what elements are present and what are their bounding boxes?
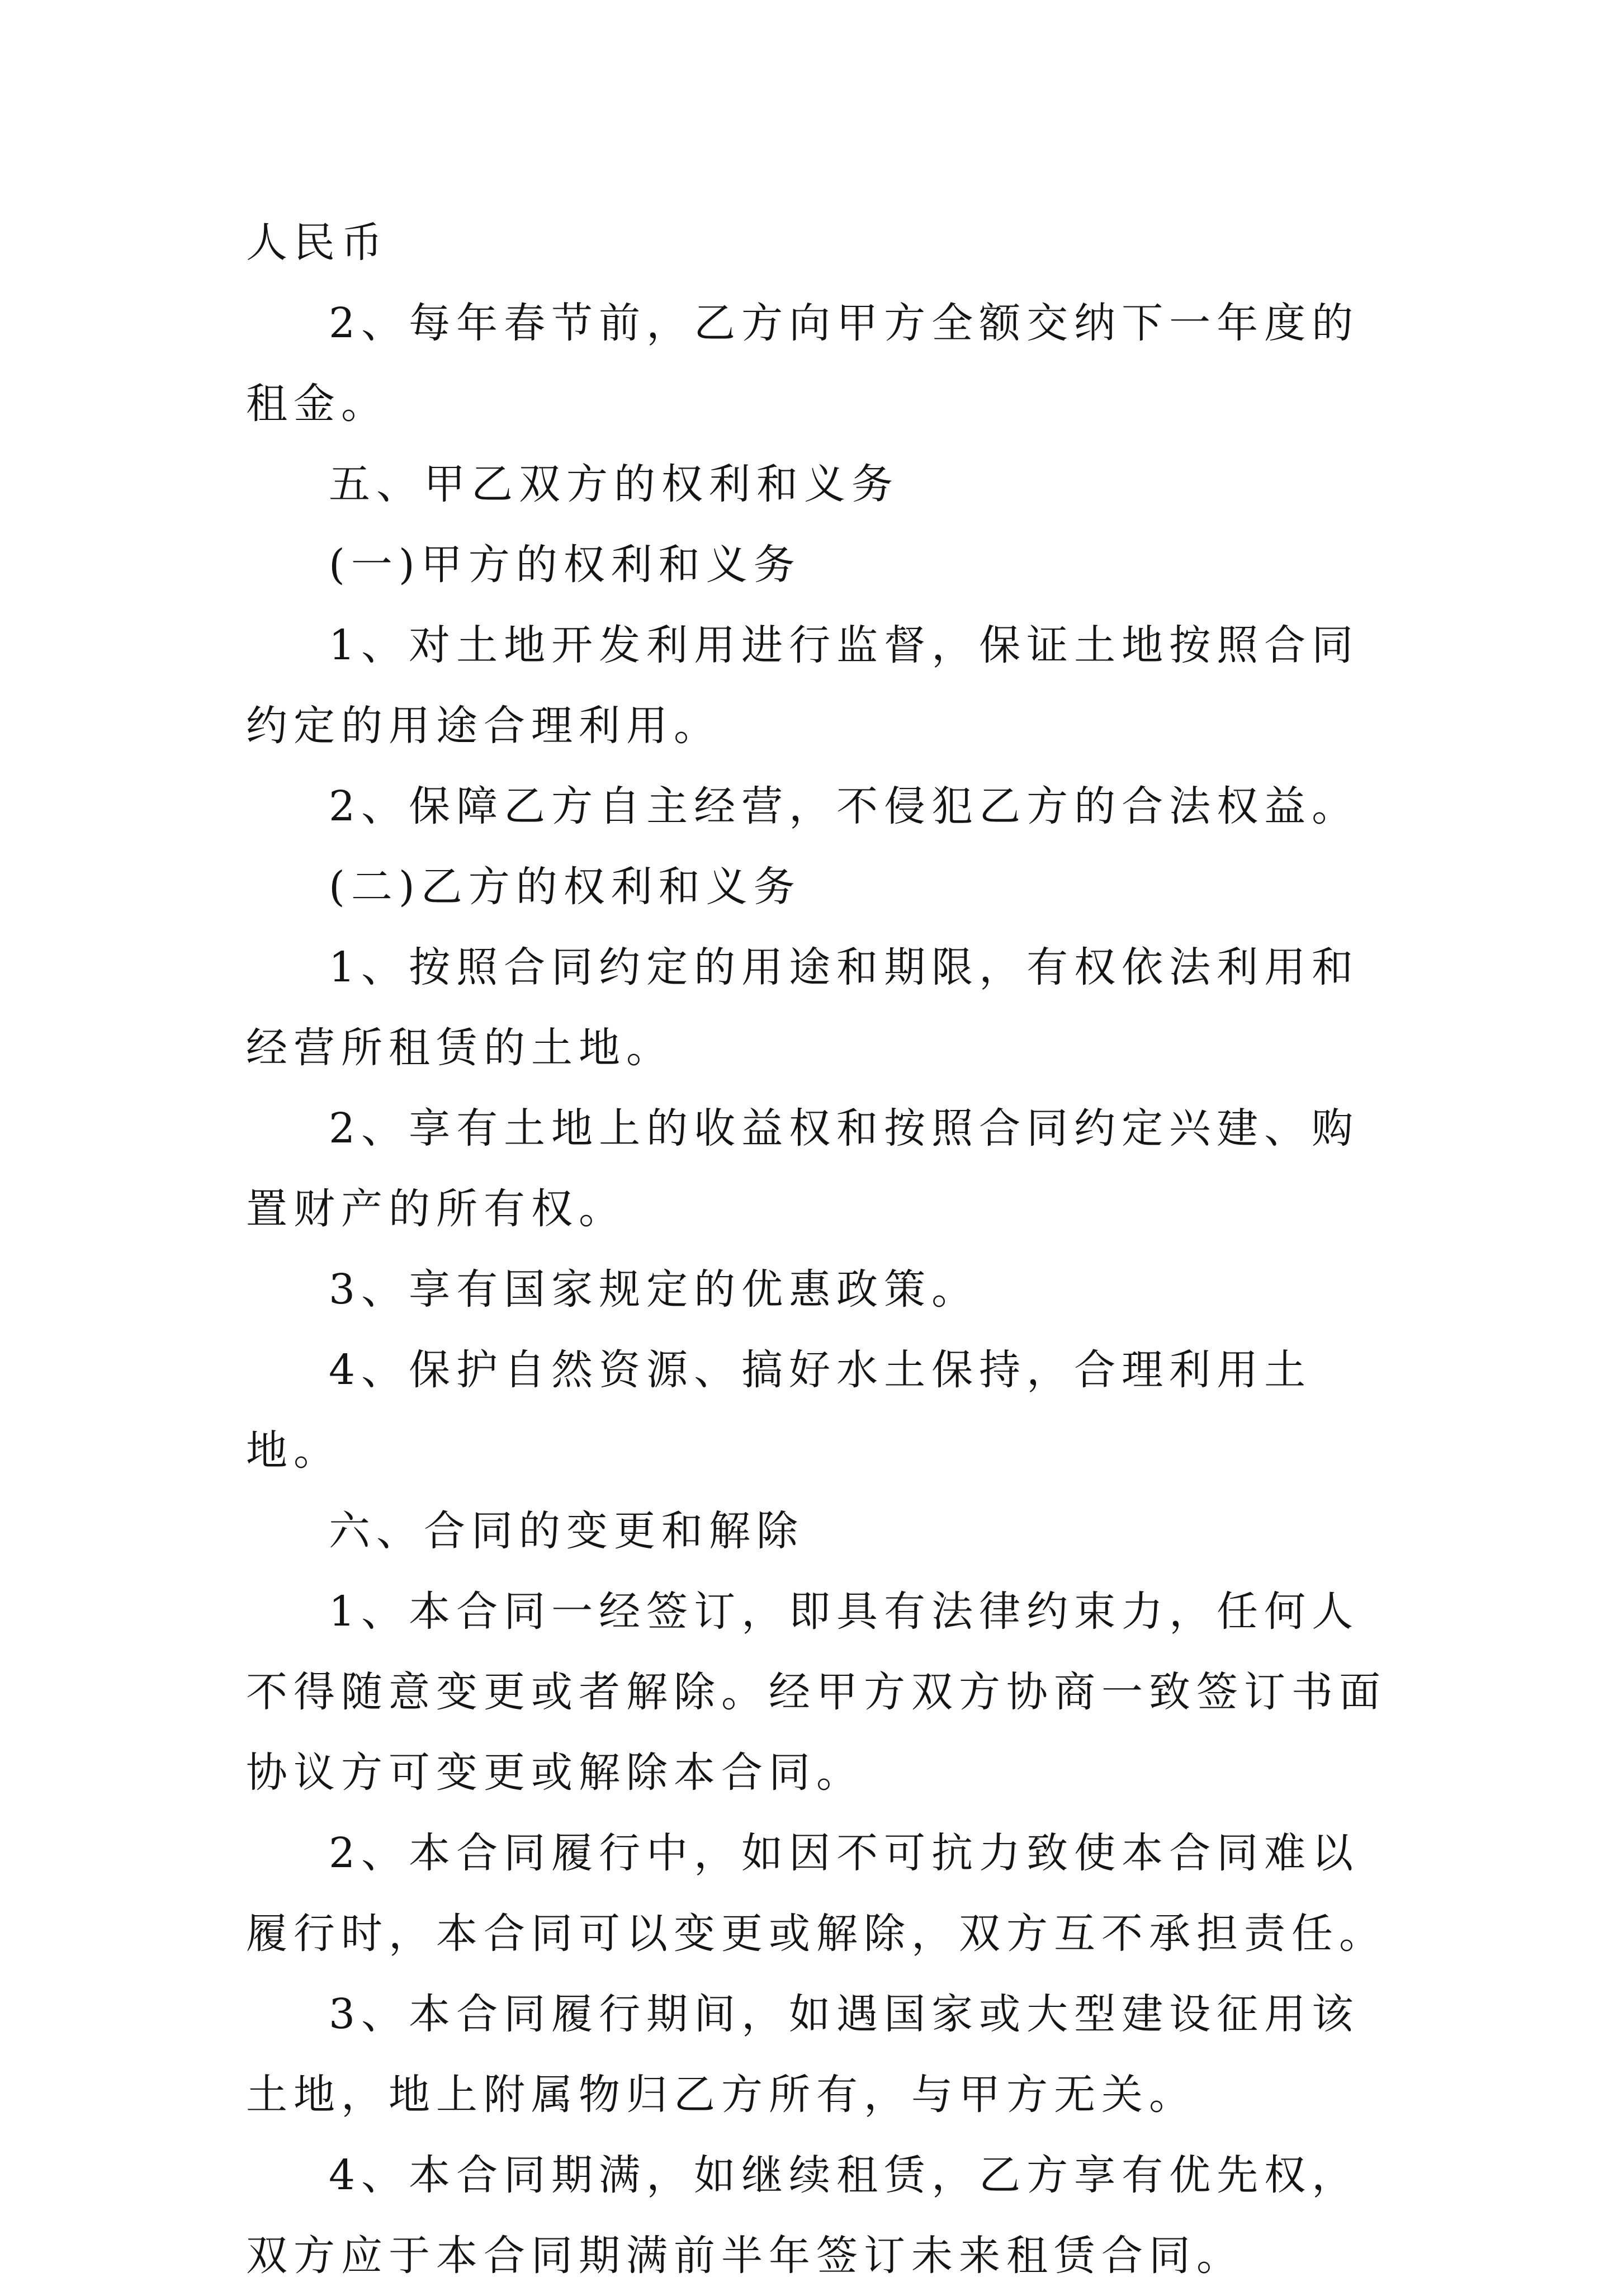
paragraph-change-item-1: 1、本合同一经签订，即具有法律约束力，任何人不得随意变更或者解除。经甲方双方协商一致签订书面协议方可变更或解除本合同。: [246, 1588, 1387, 1797]
paragraph-party-b-item-3: 3、享有国家规定的优惠政策。: [329, 1265, 980, 1314]
paragraph-change-item-4: 4、本合同期满，如继续租赁，乙方享有优先权，双方应于本合同期满前半年签订未来租赁合同。: [246, 2151, 1360, 2280]
paragraph-party-b-item-4: 4、保护自然资源、搞好水土保持，合理利用土地。: [246, 1346, 1312, 1475]
paragraph-change-item-2: 2、本合同履行中，如因不可抗力致使本合同难以履行时，本合同可以变更或解除，双方互不承担责任。: [246, 1829, 1387, 1958]
section-heading-rights-obligations: 五、甲乙双方的权利和义务: [329, 460, 899, 508]
paragraph-party-b-item-2: 2、享有土地上的收益权和按照合同约定兴建、购置财产的所有权。: [246, 1104, 1360, 1233]
paragraph-party-a-item-2: 2、保障乙方自主经营，不侵犯乙方的合法权益。: [329, 782, 1360, 830]
paragraph-change-item-3: 3、本合同履行期间，如遇国家或大型建设征用该土地，地上附属物归乙方所有，与甲方无关。: [246, 1990, 1360, 2119]
paragraph-currency: 人民币: [246, 219, 389, 267]
document-body: [246, 202, 1387, 2296]
paragraph-party-b-item-1: 1、按照合同约定的用途和期限，有权依法利用和经营所租赁的土地。: [246, 943, 1360, 1072]
paragraph-party-a-item-1: 1、对土地开发利用进行监督，保证土地按照合同约定的用途合理利用。: [246, 621, 1360, 750]
paragraph-rent-payment: 2、每年春节前，乙方向甲方全额交纳下一年度的租金。: [246, 299, 1360, 428]
section-heading-change-termination: 六、合同的变更和解除: [329, 1507, 804, 1555]
subsection-heading-party-a: (一)甲方的权利和义务: [329, 541, 801, 589]
subsection-heading-party-b: (二)乙方的权利和义务: [329, 863, 801, 911]
